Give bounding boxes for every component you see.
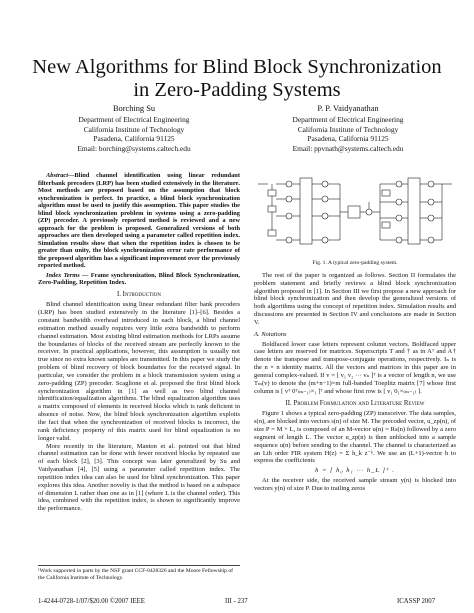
footer-conference: ICASSP 2007 (397, 598, 436, 605)
section-2-heading: II. Problem Formulation and Literature Review (285, 399, 425, 407)
abstract-label: Abstract— (46, 172, 75, 179)
index-terms-label: Index Terms (46, 271, 80, 279)
author-1-dept: Department of Electrical Engineering (78, 114, 190, 124)
footer-page-number: III - 237 (225, 598, 248, 605)
author-1-name: Borching Su (112, 104, 156, 113)
index-terms-text: — Frame synchronization, Blind Block Synchronization, Zero-Padding, Repetition Index. (38, 271, 240, 286)
footnote: ¹Work supported in parts by the NSF grant CCF-0428326 and the Moore Fellowship of the California Institute of Technology. (38, 565, 240, 581)
h-vector-equation: h = [ h₀ h₁ ··· h_L ]ᵀ . (315, 467, 395, 475)
author-2-dept: Department of Electrical Engineering (292, 114, 404, 124)
paper-title (0, 56, 474, 102)
author-2-email: Email: ppvnath@systems.caltech.edu (292, 144, 404, 154)
author-1 (34, 104, 234, 154)
right-column (254, 172, 456, 493)
title-line-1: New Algorithms for Blind Block Synchronization (32, 56, 442, 78)
author-1-inst: California Institute of Technology (83, 124, 185, 134)
notations-heading: A. Notations (254, 330, 287, 338)
author-2-city: Pasadena, California 91125 (307, 134, 389, 144)
abstract (38, 172, 240, 270)
author-2 (248, 104, 448, 154)
intro-paragraph-1: Blind channel identification using linear redundant filter bank precoders (LRP) has been studied extensively in the literature [1]–[6]. Besides a constant bandwidth overhead introduced in each block, a blind channel estimation method usually requires very little extra bandwidth to perform channel estimation. Most existing blind estimation methods for LRPs assume the boundaries of blocks of the received stream are perfectly known to the receiver. In practical applications, however, this assumption is usually not true since no extra known samples are transmitted. In this paper we study the problem of blind recovery of block boundaries for the received signal. In particular, we consider the problem in a block transmission system using a zero-padding (ZP) precoder. Scaglione et al. proposed the first blind block synchronization algorithm in [1] as well as two blind channel identification/equalization algorithms. The blind equalization algorithm uses a matrix composed of elements in received blocks which is rank deficient in absence of noise. Now, the blind block synchronization algorithm exploits the fact that when the synchronization of received blocks is incorrect, the rank deficiency property of this matrix used for blind equalization is no longer valid. (38, 301, 240, 442)
title-line-2: in Zero-Padding Systems (133, 79, 341, 101)
intro-paragraph-2: More recently in the literature, Manton et al. pointed out that blind channel estimation can be done with fewer received blocks by repeated use of each block [2], [3]. This concept was later generalized by Su and Vaidyanathan [4], [5] using a parameter called repetition index. The repetition index idea can also be used for blind synchronization. This paper explores this idea. Another novelty is that the method is based on a subspace of dimension L rather than one as in [1] (where L is the channel order). This idea, combined with the repetition index, is shown to significantly improve the performance. (38, 442, 240, 513)
abstract-text: Blind channel identification using linear redundant filterbank precoders (LRP) has been studied extensively in the literature. Most methods are proposed based on the assumption that block synchronization is perfect. In practice, a blind block synchronization algorithm must be used to justify this assumption. This paper studies the blind block synchronization problem in systems using a zero-padding (ZP) precoder. A previously reported method is reviewed and a new approach for the problem is proposed. Generalized versions of both approaches are then developed using a parameter called repetition index. Simulation results show that when the repetition index is chosen to be greater than unity, the block synchronization error rate performance of the proposed algorithm has a significant improvement over the previously reported method. (38, 172, 240, 269)
footer-isbn: 1-4244-0728-1/07/$20.00 ©2007 IEEE (38, 598, 145, 605)
left-column (38, 172, 240, 513)
zp-system-diagram (256, 172, 454, 258)
section-1-heading: I. Introduction (116, 290, 162, 298)
figure-1 (254, 172, 456, 258)
notations-paragraph: Boldfaced lower case letters represent column vectors. Boldfaced upper case letters are reserved for matrices. Superscripts T and † as in Aᵀ and A† denote the transpose and transpose-conjugate operations, respectively. Iₙ is the n × n identity matrix. All the vectors and matrices in this paper are in general complex-valued. If v = [ v₁ v₂ ··· vₙ ]ᵀ is a vector of length n, we use Tₘ(v) to denote the (m+n−1)×m full-banded Toeplitz matrix [7] whose first column is [ vᵀ 0ᵀ₍ₘ₋₁₎×₁ ]ᵀ and whose first row is [ v₁ 0₁×₍ₘ₋₁₎ ]. (254, 340, 456, 395)
index-terms (38, 272, 240, 287)
author-2-name: P. P. Vaidyanathan (317, 104, 379, 113)
organization-paragraph: The rest of the paper is organized as follows. Section II formulates the problem statement and briefly reviews a blind block synchronization algorithm proposed in [1]. In Section III we first propose a new approach for blind block synchronization and then develop the generalized versions of both algorithms using the concept of repetition index. Simulation results and discussions are presented in Section IV and conclusions are made in Section V. (254, 271, 456, 326)
section-2-paragraph-2: At the receiver side, the received sample stream y(n) is blocked into vectors y(n) of size P. Due to trailing zeros (254, 477, 456, 492)
author-1-email: Email: borching@systems.caltech.edu (77, 144, 191, 154)
section-2-paragraph-1: Figure 1 shows a typical zero-padding (ZP) transceiver. The data samples, s(n), are blocked into vectors s(n) of size M. The precoded vector, u_zp(n), of size P = M + L, is composed of an M-vector u(n) = Rs(n) followed by a zero segment of length L. The vector u_zp(n) is then unblocked into a sample sequence u(n) before sending to the channel. The channel is characterized as an Lth order FIR system H(z) = Σ h_k z⁻ᵏ. We use an (L+1)-vector h to express the coefficients (254, 410, 456, 465)
figure-1-caption: Fig. 1. A typical zero-padding system. (312, 260, 398, 266)
author-2-inst: California Institute of Technology (297, 124, 399, 134)
author-1-city: Pasadena, California 91125 (93, 134, 175, 144)
